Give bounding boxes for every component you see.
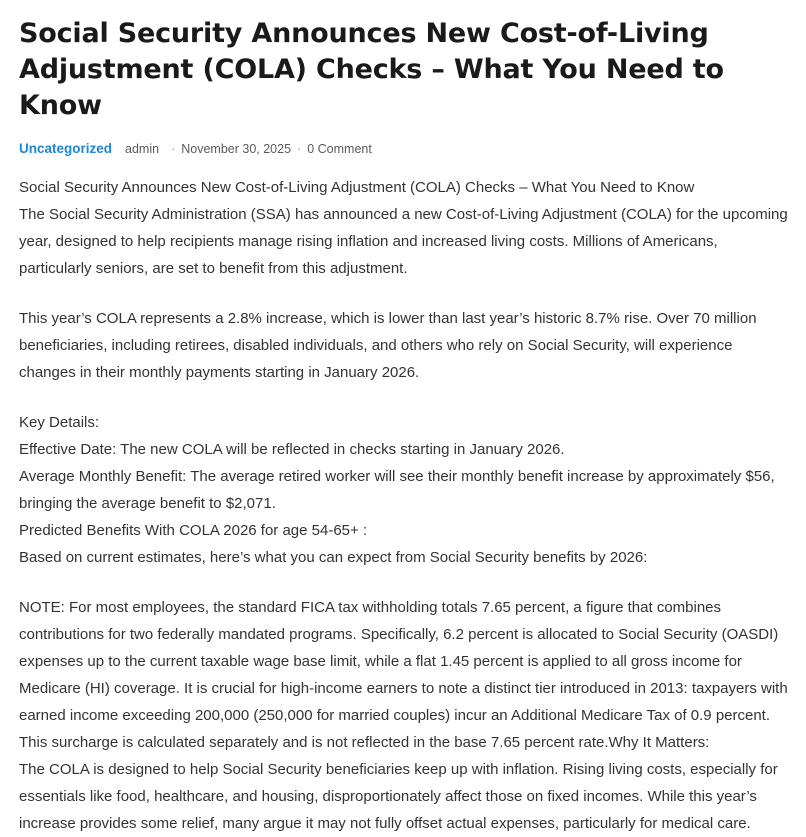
effective-date-line: Effective Date: The new COLA will be reflected in checks starting in January 2026.	[19, 441, 565, 458]
post-date: November 30, 2025	[181, 142, 292, 156]
predicted-benefits-line: Predicted Benefits With COLA 2026 for age 54-65+ :	[19, 522, 368, 539]
meta-separator: ·	[171, 142, 176, 156]
why-it-matters-paragraph: The COLA is designed to help Social Security beneficiaries keep up with inflation. Rising living costs, especially for essentials like food, healthcare, and housing, disproportionately affect those on fixed incomes. While this year’s increase provides some relief, many argue it may not fully offset actual expenses, particularly for medical care.	[19, 761, 778, 832]
average-benefit-line: Average Monthly Benefit: The average retired worker will see their monthly benefit increase by approximately $56, bringing the average benefit to $2,071.	[19, 468, 775, 512]
meta-separator: ·	[297, 142, 302, 156]
post-title: Social Security Announces New Cost-of-Living Adjustment (COLA) Checks – What You Need to Know	[19, 18, 724, 121]
intro-heading: Social Security Announces New Cost-of-Living Adjustment (COLA) Checks – What You Need to Know	[19, 179, 695, 196]
comment-count-link[interactable]: 0 Comment	[307, 142, 372, 156]
post-meta	[19, 140, 788, 158]
cola-increase-paragraph: This year’s COLA represents a 2.8% increase, which is lower than last year’s historic 8.7% rise. Over 70 million beneficiaries, including retirees, disabled individuals, and others who rely on Social Security, will experience changes in their monthly payments starting in January 2026.	[19, 310, 757, 381]
estimates-line: Based on current estimates, here’s what you can expect from Social Security benefits by 2026:	[19, 549, 648, 566]
post-content	[19, 174, 788, 837]
post-author[interactable]: admin	[125, 142, 160, 156]
fica-note-paragraph: NOTE: For most employees, the standard FICA tax withholding totals 7.65 percent, a figure that combines contributions for two federally mandated programs. Specifically, 6.2 percent is allocated to Social Security (OASDI) expenses up to the current taxable wage base limit, while a flat 1.45 percent is applied to all gross income for Medicare (HI) coverage. It is crucial for high-income earners to note a distinct tier introduced in 2013: taxpayers with earned income exceeding 200,000 (250,000 for married couples) incur an Additional Medicare Tax of 0.9 percent. This surcharge is calculated separately and is not reflected in the base 7.65 percent rate.Why It Matters:	[19, 599, 788, 751]
intro-paragraph: The Social Security Administration (SSA) has announced a new Cost-of-Living Adjustment (COLA) for the upcoming year, designed to help recipients manage rising inflation and increased living costs. Millions of Americans, particularly seniors, are set to benefit from this adjustment.	[19, 206, 788, 277]
category-link[interactable]: Uncategorized	[19, 141, 113, 156]
key-details-heading: Key Details:	[19, 414, 100, 431]
